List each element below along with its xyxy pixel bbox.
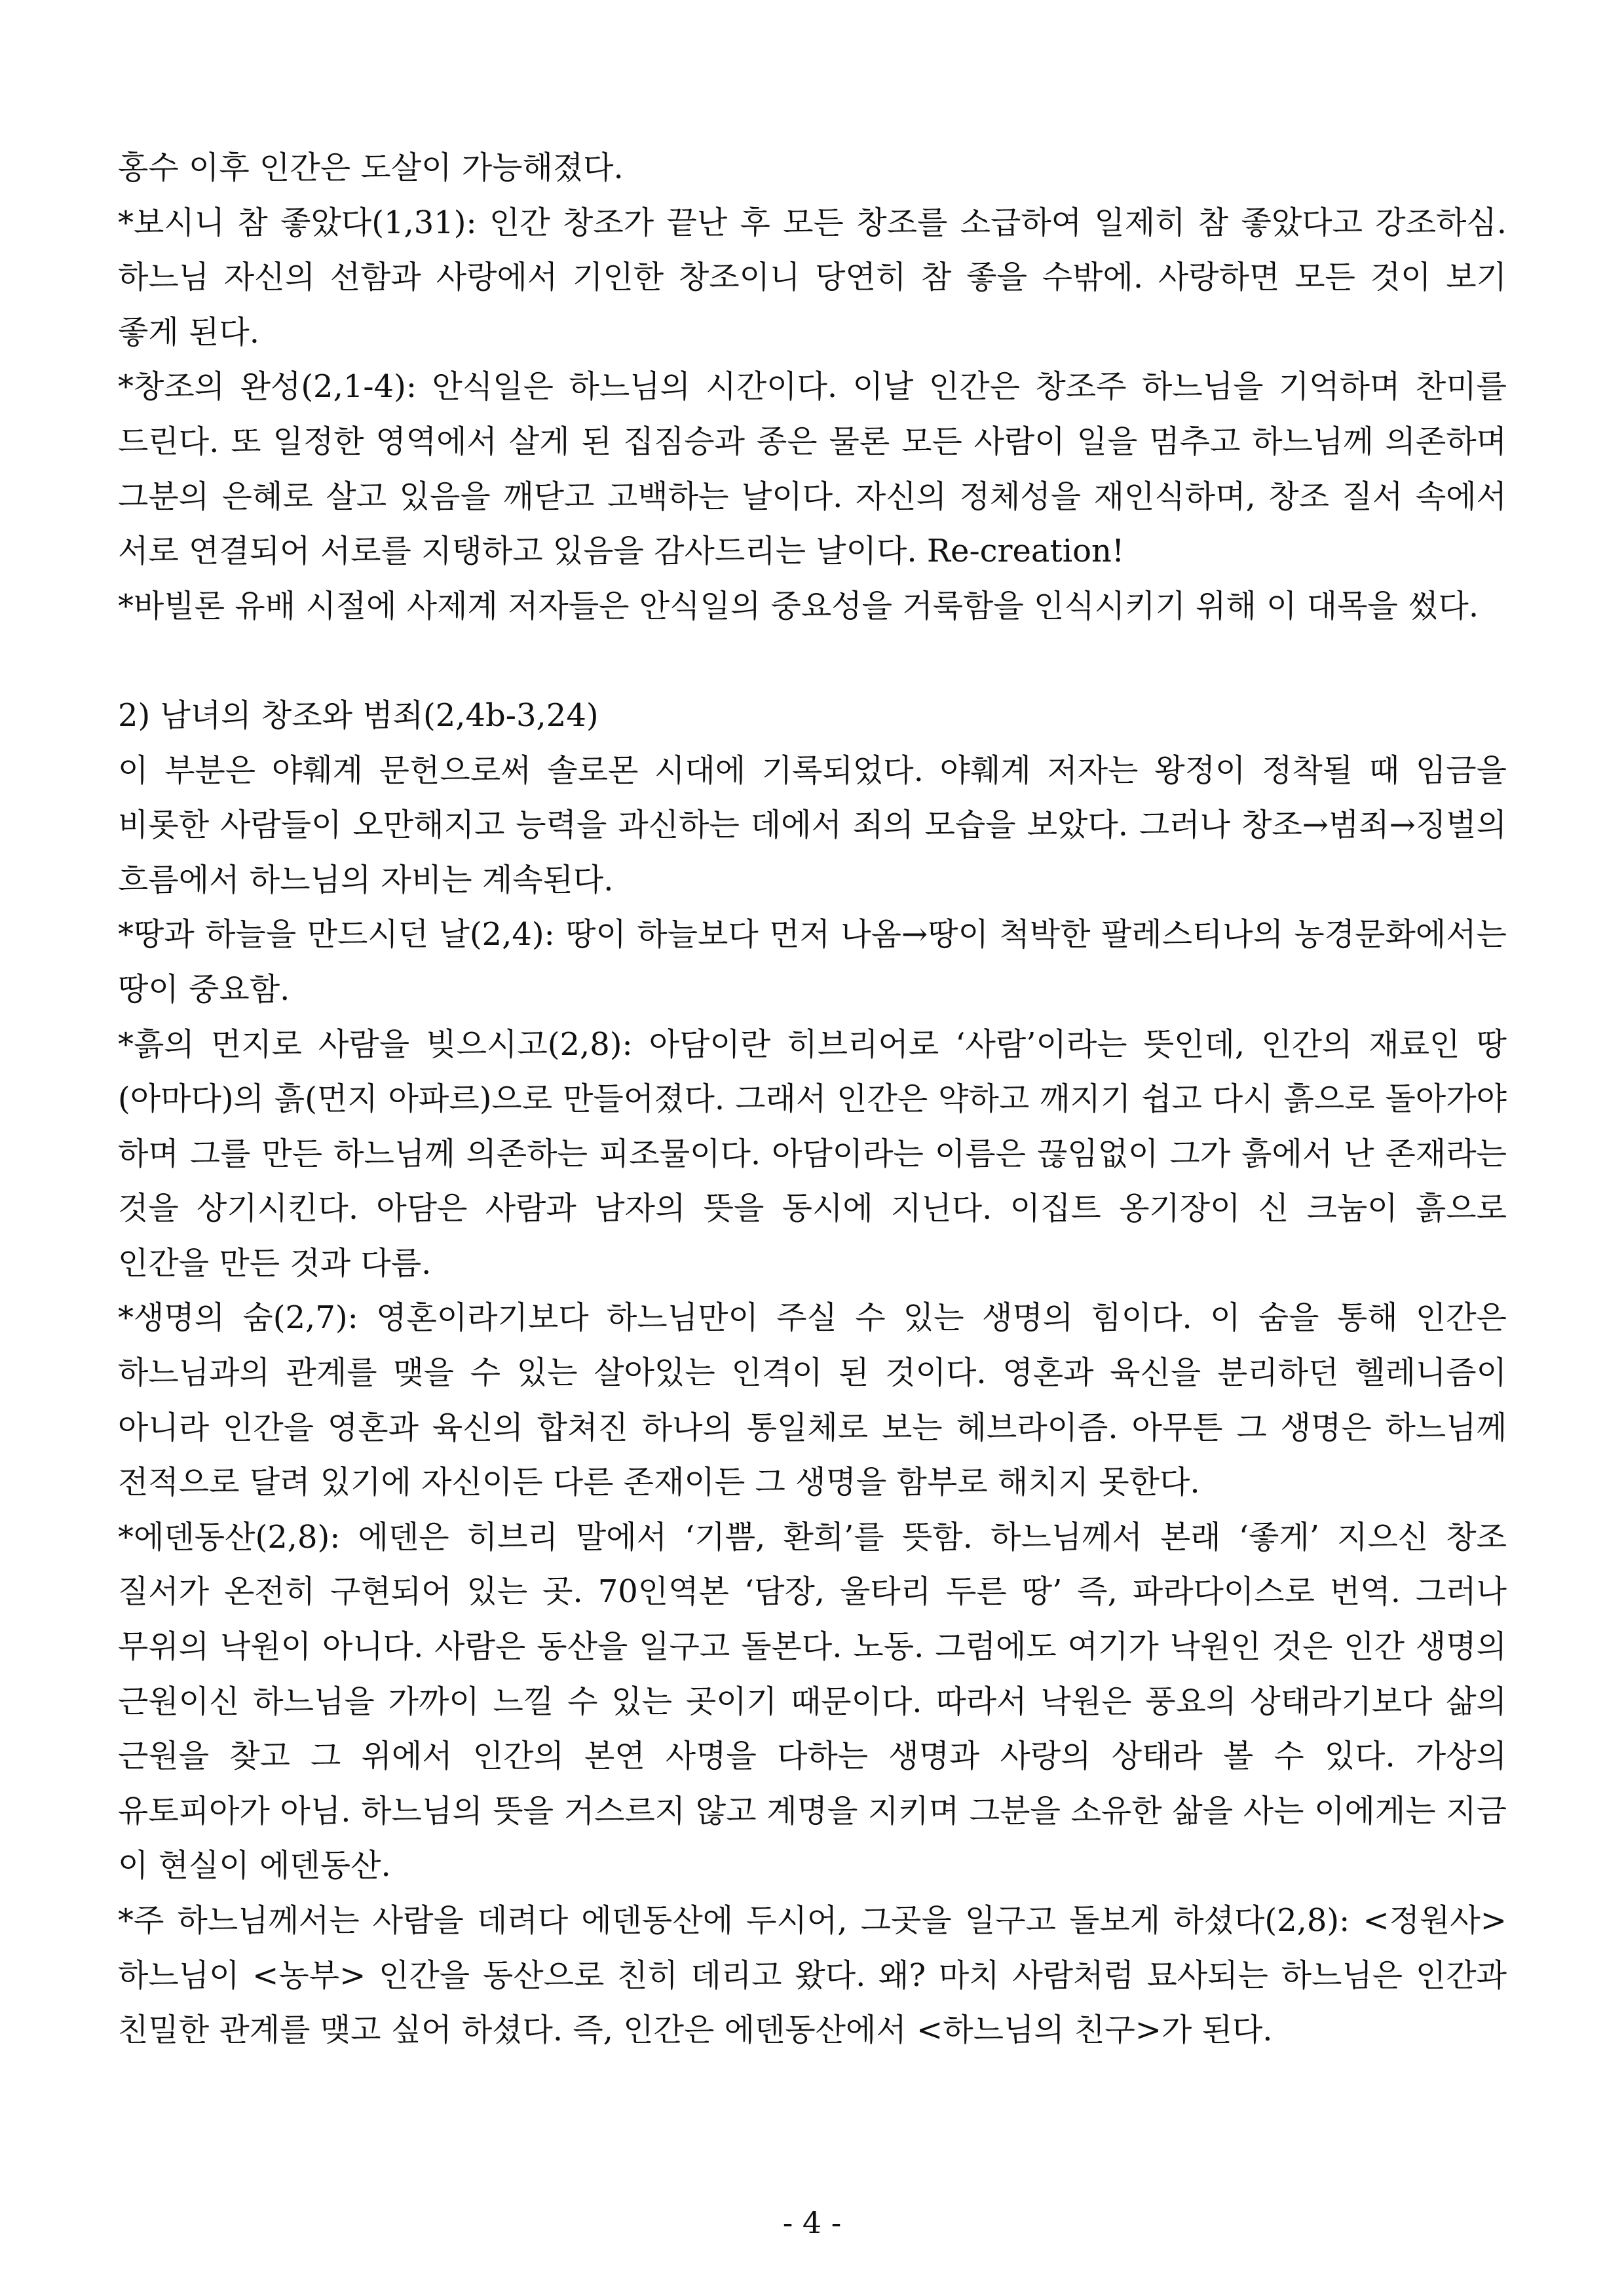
page-number: - 4 -	[782, 2205, 842, 2240]
document-body	[118, 141, 1507, 2058]
paragraph-flood-slaughter: 홍수 이후 인간은 도살이 가능해졌다.	[118, 149, 624, 186]
paragraph-dust-of-ground: *흙의 먼지로 사람을 빚으시고(2,8): 아담이란 히브리어로 ‘사람’이라는 뜻인데, 인간의 재료인 땅(아마다)의 흙(먼지 아파르)으로 만들어졌다. 그래서 인간은 약하고 깨지기 쉽고 다시 흙으로 돌아가야 하며 그를 만든 하느님께 의존하는 피조물이다. 아담이라는 이름은 끊임없이 그가 흙에서 난 존재라는 것을 상기시킨다. 아담은 사람과 남자의 뜻을 동시에 지닌다. 이집트 옹기장이 신 크눔이 흙으로 인간을 만든 것과 다름.	[118, 1025, 1507, 1282]
paragraph-garden-of-eden: *에덴동산(2,8): 에덴은 히브리 말에서 ‘기쁨, 환희’를 뜻함. 하느님께서 본래 ‘좋게’ 지으신 창조 질서가 온전히 구현되어 있는 곳. 70인역본 ‘담장, 울타리 두른 땅’ 즉, 파라다이스로 번역. 그러나 무위의 낙원이 아니다. 사람은 동산을 일구고 돌본다. 노동. 그럼에도 여기가 낙원인 것은 인간 생명의 근원이신 하느님을 가까이 느낄 수 있는 곳이기 때문이다. 따라서 낙원은 풍요의 상태라기보다 삶의 근원을 찾고 그 위에서 인간의 본연 사명을 다하는 생명과 사랑의 상태라 볼 수 있다. 가상의 유토피아가 아님. 하느님의 뜻을 거스르지 않고 계명을 지키며 그분을 소유한 삶을 사는 이에게는 지금 이 현실이 에덴동산.	[118, 1518, 1507, 1885]
paragraph-babylonian-exile: *바빌론 유배 시절에 사제계 저자들은 안식일의 중요성을 거룩함을 인식시키기 위해 이 대목을 썼다.	[118, 587, 1479, 624]
section-heading: 2) 남녀의 창조와 범죄(2,4b-3,24)	[118, 697, 599, 734]
paragraph-very-good: *보시니 참 좋았다(1,31): 인간 창조가 끝난 후 모든 창조를 소급하여 일제히 참 좋았다고 강조하심. 하느님 자신의 선함과 사랑에서 기인한 창조이니 당연히 참 좋을 수밖에. 사랑하면 모든 것이 보기 좋게 된다.	[118, 204, 1507, 351]
paragraph-breath-of-life: *생명의 숨(2,7): 영혼이라기보다 하느님만이 주실 수 있는 생명의 힘이다. 이 숨을 통해 인간은 하느님과의 관계를 맺을 수 있는 살아있는 인격이 된 것이다. 영혼과 육신을 분리하던 헬레니즘이 아니라 인간을 영혼과 육신의 합쳐진 하나의 통일체로 보는 헤브라이즘. 아무튼 그 생명은 하느님께 전적으로 달려 있기에 자신이든 다른 존재이든 그 생명을 함부로 해치지 못한다.	[118, 1299, 1507, 1501]
blank-line	[118, 634, 1507, 689]
paragraph-earth-and-heaven: *땅과 하늘을 만드시던 날(2,4): 땅이 하늘보다 먼저 나옴→땅이 척박한 팔레스티나의 농경문화에서는 땅이 중요함.	[118, 916, 1507, 1008]
paragraph-gardener-god: *주 하느님께서는 사람을 데려다 에덴동산에 두시어, 그곳을 일구고 돌보게 하셨다(2,8): <정원사> 하느님이 <농부> 인간을 동산으로 친히 데리고 왔다. 왜? 마치 사람처럼 묘사되는 하느님은 인간과 친밀한 관계를 맺고 싶어 하셨다. 즉, 인간은 에덴동산에서 <하느님의 친구>가 된다.	[118, 1902, 1507, 2049]
paragraph-yahwist-source: 이 부분은 야훼계 문헌으로써 솔로몬 시대에 기록되었다. 야훼계 저자는 왕정이 정착될 때 임금을 비롯한 사람들이 오만해지고 능력을 과신하는 데에서 죄의 모습을 보았다. 그러나 창조→범죄→징벌의 흐름에서 하느님의 자비는 계속된다.	[118, 752, 1507, 898]
paragraph-completion-of-creation: *창조의 완성(2,1-4): 안식일은 하느님의 시간이다. 이날 인간은 창조주 하느님을 기억하며 찬미를 드린다. 또 일정한 영역에서 살게 된 집짐승과 종은 물론 모든 사람이 일을 멈추고 하느님께 의존하며 그분의 은혜로 살고 있음을 깨닫고 고백하는 날이다. 자신의 정체성을 재인식하며, 창조 질서 속에서 서로 연결되어 서로를 지탱하고 있음을 감사드리는 날이다. Re-creation!	[118, 368, 1507, 570]
